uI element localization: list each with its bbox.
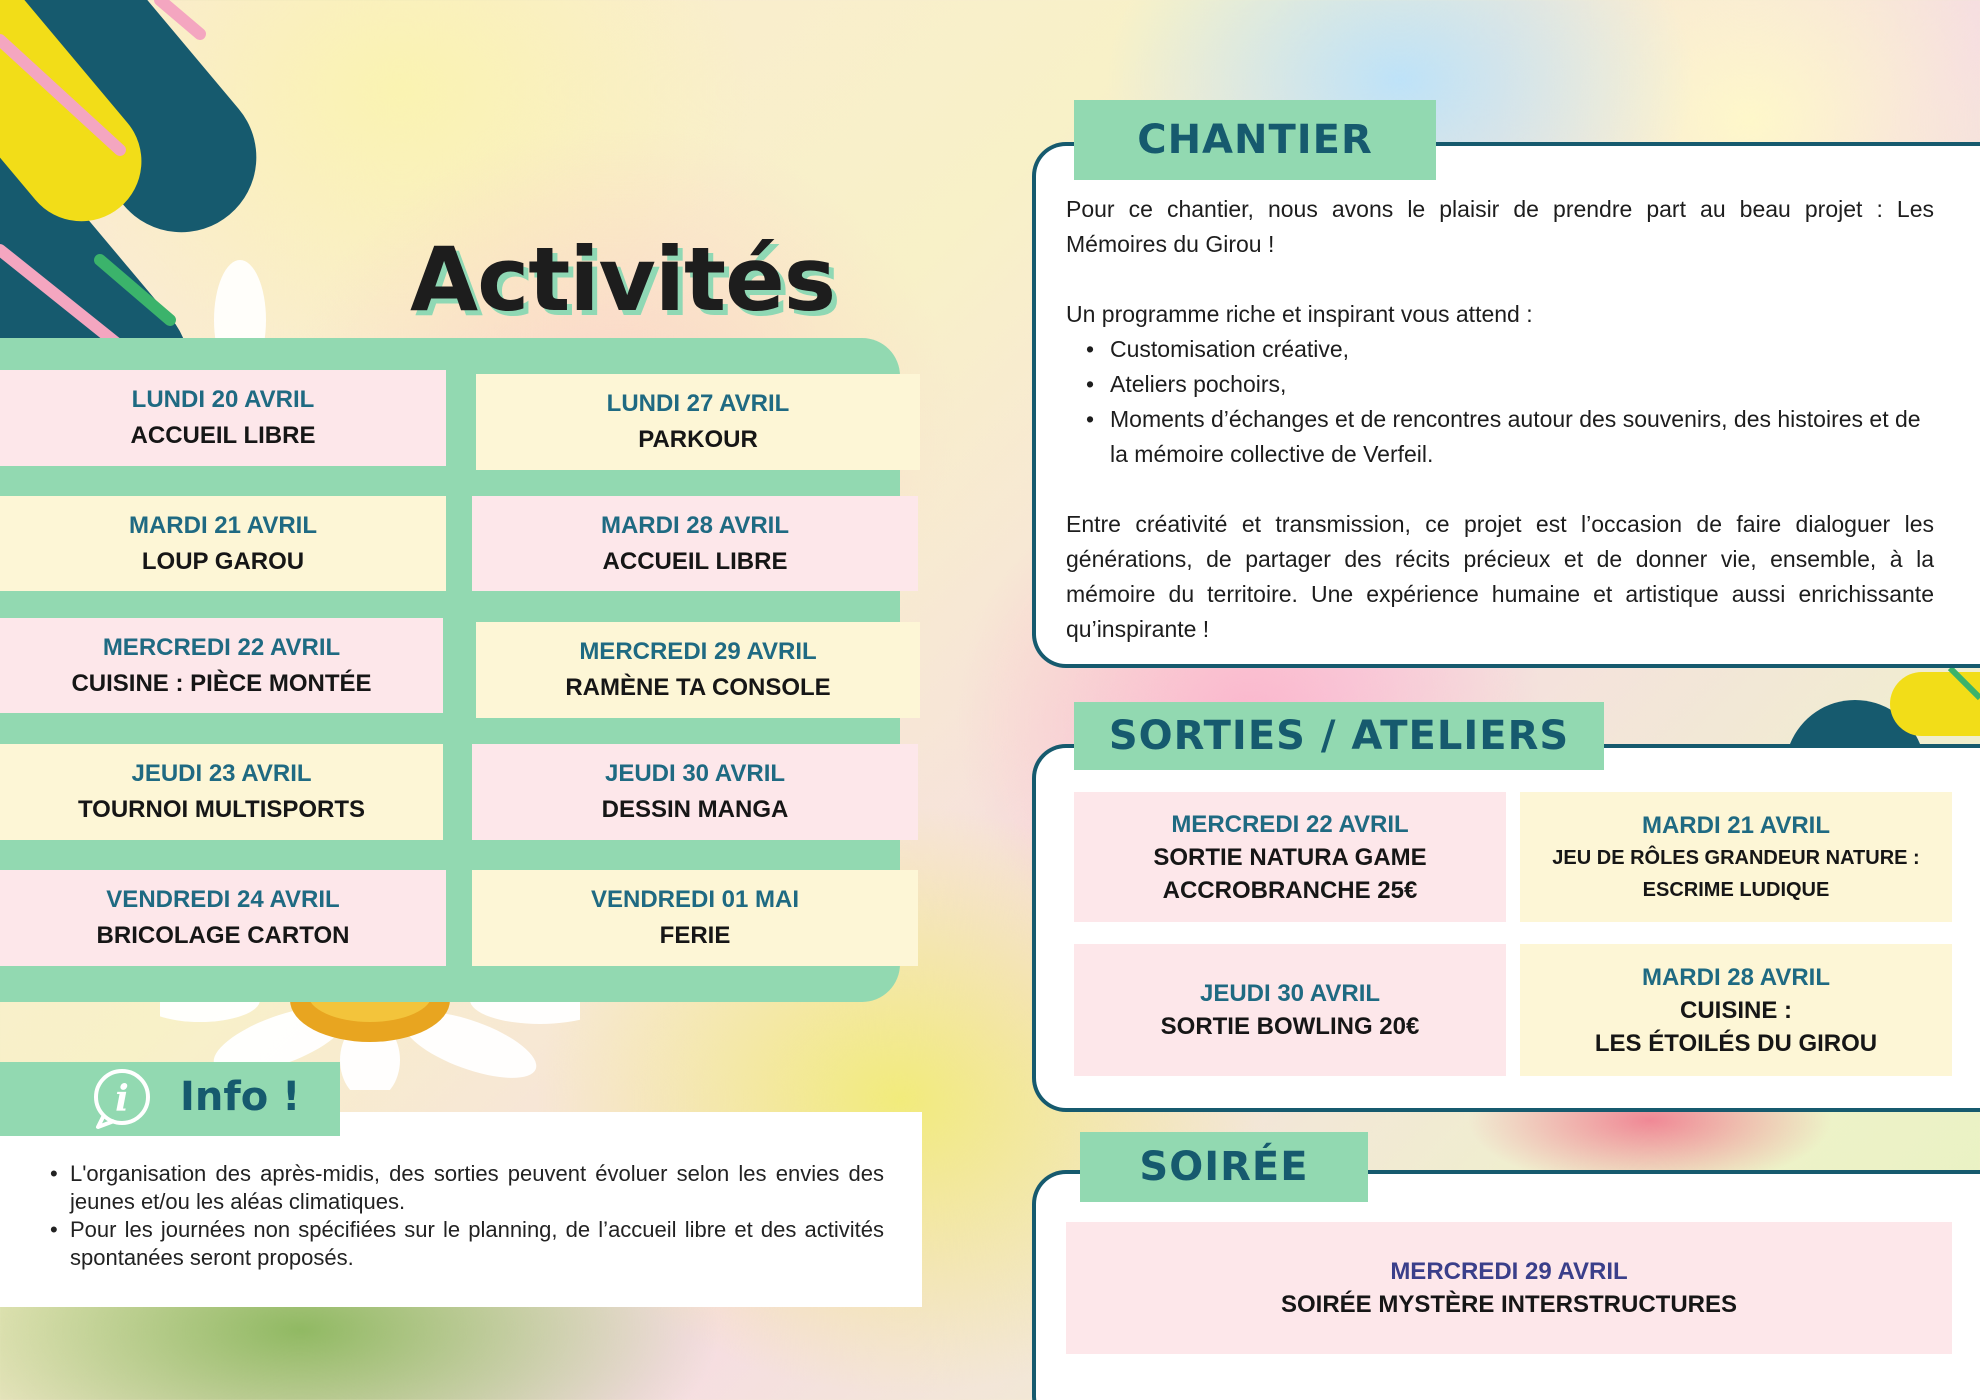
sortie-line: LES ÉTOILÉS DU GIROU — [1594, 1029, 1878, 1057]
activity-name: ACCUEIL LIBRE — [130, 422, 316, 449]
activity-date: VENDREDI 01 MAI — [590, 886, 800, 913]
sortie-line: ESCRIME LUDIQUE — [1642, 878, 1830, 901]
activity-name: ACCUEIL LIBRE — [602, 547, 788, 575]
activity-card — [476, 622, 920, 718]
sortie-date: MERCREDI 22 AVRIL — [1171, 810, 1409, 838]
info-list — [50, 1160, 884, 1272]
activity-card — [0, 618, 443, 713]
chantier-program-item: • Moments d’échanges et de rencontres autour des souvenirs, des histoires et de la mémoire collective de Verfeil. — [1086, 402, 1934, 472]
activity-name: FERIE — [659, 922, 731, 949]
activities-title: Activités — [410, 228, 836, 331]
sortie-card — [1520, 944, 1952, 1076]
activity-name: CUISINE : PIÈCE MONTÉE — [71, 669, 372, 697]
soiree-name: SOIRÉE MYSTÈRE INTERSTRUCTURES — [1280, 1291, 1738, 1318]
activity-card — [0, 870, 446, 966]
activity-name: RAMÈNE TA CONSOLE — [565, 674, 831, 701]
sortie-line: JEU DE RÔLES GRANDEUR NATURE : — [1552, 846, 1920, 869]
activity-card — [0, 496, 446, 591]
activity-date: MERCREDI 22 AVRIL — [102, 633, 341, 661]
decorative-shapes-right — [1790, 668, 1980, 744]
activity-card — [476, 374, 920, 470]
info-header — [0, 1062, 340, 1136]
chantier-program-item: • Ateliers pochoirs, — [1086, 367, 1934, 402]
activity-date: LUNDI 20 AVRIL — [131, 386, 315, 413]
activity-name: DESSIN MANGA — [601, 796, 789, 823]
soiree-title: SOIRÉE — [1080, 1132, 1368, 1202]
sortie-card — [1074, 792, 1506, 922]
sortie-card — [1520, 792, 1952, 922]
activity-date: LUNDI 27 AVRIL — [606, 390, 790, 417]
sortie-card — [1074, 944, 1506, 1076]
sortie-date: MARDI 28 AVRIL — [1641, 963, 1830, 991]
activity-name: PARKOUR — [638, 426, 758, 453]
activity-card — [472, 870, 918, 966]
chantier-intro: Pour ce chantier, nous avons le plaisir de prendre part au beau projet : Les Mémoires du Girou ! — [1066, 196, 1934, 257]
sortie-date: JEUDI 30 AVRIL — [1199, 980, 1381, 1007]
sortie-line: ACCROBRANCHE 25€ — [1162, 876, 1418, 904]
activity-name: TOURNOI MULTISPORTS — [77, 796, 366, 823]
activity-date: MARDI 28 AVRIL — [600, 511, 789, 539]
sortie-date: MARDI 21 AVRIL — [1641, 811, 1830, 839]
chantier-text — [1066, 192, 1934, 647]
activity-card — [0, 370, 446, 466]
activity-name: LOUP GAROU — [141, 547, 305, 575]
soiree-date: MERCREDI 29 AVRIL — [1390, 1258, 1628, 1285]
soiree-card — [1066, 1222, 1952, 1354]
sorties-title: SORTIES / ATELIERS — [1074, 702, 1604, 770]
activity-date: MERCREDI 29 AVRIL — [579, 638, 817, 665]
sortie-line: CUISINE : — [1679, 996, 1792, 1024]
activity-name: BRICOLAGE CARTON — [96, 922, 350, 949]
chantier-program-list — [1066, 332, 1934, 472]
decorative-shapes — [0, 0, 300, 380]
info-icon-glyph: i — [115, 1078, 129, 1120]
chantier-closing: Entre créativité et transmission, ce projet est l’occasion de faire dialoguer les générations, de partager des récits précieux et de donner vie, ensemble, à la mémoire du territoire. Une expérience humaine et artistique aussi enrichissante qu’inspirante ! — [1066, 511, 1934, 642]
sortie-line: SORTIE BOWLING 20€ — [1160, 1013, 1420, 1040]
activity-date: JEUDI 30 AVRIL — [604, 760, 786, 787]
activity-date: JEUDI 23 AVRIL — [131, 760, 312, 787]
chantier-program-lead: Un programme riche et inspirant vous attend : — [1066, 301, 1533, 327]
info-box — [0, 1112, 922, 1307]
sortie-line: SORTIE NATURA GAME — [1153, 843, 1427, 871]
activity-card — [472, 744, 918, 840]
activity-card — [472, 496, 918, 591]
activity-date: VENDREDI 24 AVRIL — [106, 886, 340, 913]
activity-card — [0, 744, 443, 840]
info-title: Info ! — [180, 1074, 301, 1120]
info-bullet: • L'organisation des après-midis, des sorties peuvent évoluer selon les envies des jeunes et/ou les aléas climatiques. — [50, 1160, 884, 1216]
activity-date: MARDI 21 AVRIL — [128, 511, 317, 539]
chantier-title: CHANTIER — [1074, 100, 1436, 180]
info-bullet: • Pour les journées non spécifiées sur le planning, de l’accueil libre et des activités spontanées seront proposés. — [50, 1216, 884, 1272]
chantier-program-item: • Customisation créative, — [1086, 332, 1934, 367]
info-icon — [90, 1067, 154, 1131]
